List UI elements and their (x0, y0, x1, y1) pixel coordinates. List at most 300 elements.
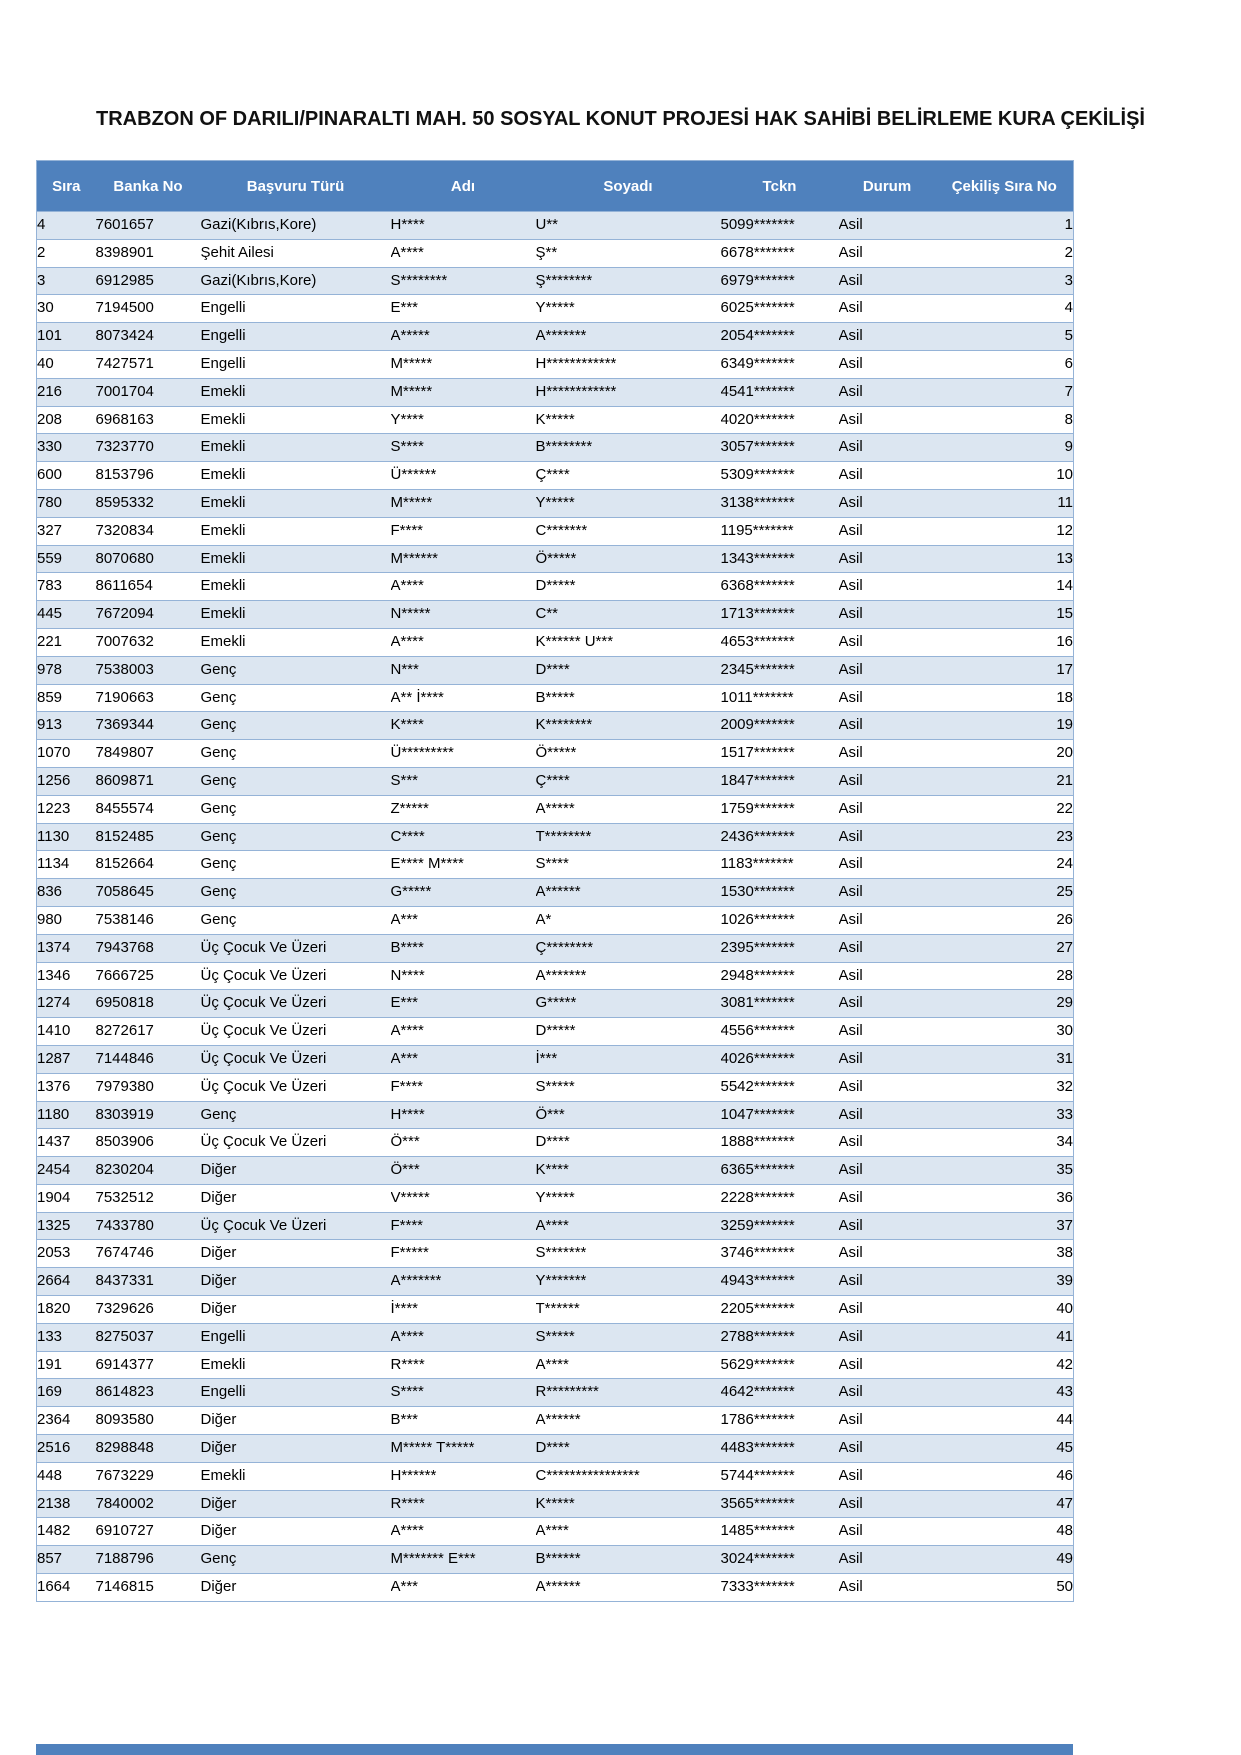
cell-cekilis-sira-no: 49 (936, 1546, 1074, 1574)
cell-banka-no: 7427571 (96, 350, 201, 378)
table-row (37, 1101, 1074, 1129)
cell-durum: Asil (839, 1073, 936, 1101)
cell-durum: Asil (839, 990, 936, 1018)
cell-basvuru-turu: Üç Çocuk Ve Üzeri (201, 1045, 391, 1073)
cell-sira: 1287 (37, 1045, 96, 1073)
cell-soyadi: K***** (536, 406, 721, 434)
cell-durum: Asil (839, 212, 936, 240)
cell-banka-no: 7674746 (96, 1240, 201, 1268)
cell-tckn: 4556******* (721, 1018, 839, 1046)
results-table-body (37, 212, 1074, 1602)
cell-sira: 1904 (37, 1184, 96, 1212)
header-row (37, 161, 1074, 212)
cell-durum: Asil (839, 378, 936, 406)
cell-cekilis-sira-no: 34 (936, 1129, 1074, 1157)
cell-tckn: 1047******* (721, 1101, 839, 1129)
cell-soyadi: S**** (536, 851, 721, 879)
cell-basvuru-turu: Genç (201, 823, 391, 851)
cell-tckn: 2054******* (721, 323, 839, 351)
cell-durum: Asil (839, 767, 936, 795)
cell-banka-no: 7538146 (96, 906, 201, 934)
cell-banka-no: 8595332 (96, 489, 201, 517)
cell-adi: S**** (391, 434, 536, 462)
cell-tckn: 1183******* (721, 851, 839, 879)
cell-durum: Asil (839, 545, 936, 573)
cell-adi: N**** (391, 962, 536, 990)
cell-basvuru-turu: Emekli (201, 545, 391, 573)
table-row (37, 378, 1074, 406)
cell-soyadi: R********* (536, 1379, 721, 1407)
cell-basvuru-turu: Genç (201, 906, 391, 934)
results-table (36, 160, 1074, 1602)
cell-cekilis-sira-no: 27 (936, 934, 1074, 962)
cell-soyadi: B******** (536, 434, 721, 462)
cell-sira: 208 (37, 406, 96, 434)
table-row (37, 740, 1074, 768)
cell-soyadi: U** (536, 212, 721, 240)
cell-durum: Asil (839, 1268, 936, 1296)
cell-cekilis-sira-no: 13 (936, 545, 1074, 573)
cell-cekilis-sira-no: 28 (936, 962, 1074, 990)
cell-adi: B*** (391, 1407, 536, 1435)
cell-durum: Asil (839, 1351, 936, 1379)
cell-basvuru-turu: Genç (201, 851, 391, 879)
cell-banka-no: 8503906 (96, 1129, 201, 1157)
cell-tckn: 4026******* (721, 1045, 839, 1073)
cell-durum: Asil (839, 628, 936, 656)
cell-tckn: 3024******* (721, 1546, 839, 1574)
table-row (37, 1351, 1074, 1379)
cell-cekilis-sira-no: 39 (936, 1268, 1074, 1296)
cell-cekilis-sira-no: 14 (936, 573, 1074, 601)
cell-durum: Asil (839, 712, 936, 740)
cell-cekilis-sira-no: 1 (936, 212, 1074, 240)
cell-sira: 978 (37, 656, 96, 684)
cell-tckn: 4653******* (721, 628, 839, 656)
cell-sira: 448 (37, 1462, 96, 1490)
cell-durum: Asil (839, 1240, 936, 1268)
cell-adi: A**** (391, 1018, 536, 1046)
cell-soyadi: Ç******** (536, 934, 721, 962)
cell-tckn: 1713******* (721, 601, 839, 629)
cell-banka-no: 7532512 (96, 1184, 201, 1212)
cell-basvuru-turu: Genç (201, 740, 391, 768)
cell-banka-no: 7672094 (96, 601, 201, 629)
cell-soyadi: Y***** (536, 489, 721, 517)
cell-adi: M***** (391, 378, 536, 406)
cell-cekilis-sira-no: 48 (936, 1518, 1074, 1546)
cell-cekilis-sira-no: 31 (936, 1045, 1074, 1073)
cell-soyadi: B***** (536, 684, 721, 712)
cell-adi: A**** (391, 573, 536, 601)
cell-cekilis-sira-no: 3 (936, 267, 1074, 295)
cell-sira: 783 (37, 573, 96, 601)
cell-soyadi: Ö***** (536, 545, 721, 573)
table-row (37, 323, 1074, 351)
cell-adi: İ**** (391, 1296, 536, 1324)
cell-soyadi: H************ (536, 378, 721, 406)
cell-adi: A*** (391, 1045, 536, 1073)
table-row (37, 1129, 1074, 1157)
cell-soyadi: K******** (536, 712, 721, 740)
cell-tckn: 1195******* (721, 517, 839, 545)
cell-adi: A*** (391, 906, 536, 934)
table-row (37, 462, 1074, 490)
cell-basvuru-turu: Genç (201, 1546, 391, 1574)
cell-cekilis-sira-no: 43 (936, 1379, 1074, 1407)
cell-banka-no: 7979380 (96, 1073, 201, 1101)
cell-tckn: 1847******* (721, 767, 839, 795)
cell-sira: 2138 (37, 1490, 96, 1518)
table-row (37, 712, 1074, 740)
cell-adi: C**** (391, 823, 536, 851)
cell-basvuru-turu: Diğer (201, 1240, 391, 1268)
table-row (37, 573, 1074, 601)
cell-durum: Asil (839, 434, 936, 462)
cell-tckn: 1888******* (721, 1129, 839, 1157)
cell-sira: 40 (37, 350, 96, 378)
cell-tckn: 4020******* (721, 406, 839, 434)
cell-cekilis-sira-no: 2 (936, 239, 1074, 267)
cell-tckn: 3565******* (721, 1490, 839, 1518)
cell-adi: H**** (391, 212, 536, 240)
cell-soyadi: G***** (536, 990, 721, 1018)
next-page-table-header-strip (36, 1744, 1073, 1755)
cell-tckn: 6349******* (721, 350, 839, 378)
cell-soyadi: H************ (536, 350, 721, 378)
cell-tckn: 3259******* (721, 1212, 839, 1240)
table-row (37, 212, 1074, 240)
cell-sira: 2364 (37, 1407, 96, 1435)
cell-durum: Asil (839, 517, 936, 545)
cell-sira: 1410 (37, 1018, 96, 1046)
cell-basvuru-turu: Diğer (201, 1435, 391, 1463)
cell-cekilis-sira-no: 11 (936, 489, 1074, 517)
cell-cekilis-sira-no: 21 (936, 767, 1074, 795)
cell-sira: 913 (37, 712, 96, 740)
cell-durum: Asil (839, 267, 936, 295)
cell-basvuru-turu: Üç Çocuk Ve Üzeri (201, 1018, 391, 1046)
cell-basvuru-turu: Emekli (201, 434, 391, 462)
cell-banka-no: 8455574 (96, 795, 201, 823)
cell-cekilis-sira-no: 38 (936, 1240, 1074, 1268)
cell-soyadi: D**** (536, 1435, 721, 1463)
table-header (37, 161, 1074, 212)
table-row (37, 656, 1074, 684)
cell-banka-no: 7058645 (96, 879, 201, 907)
cell-adi: V***** (391, 1184, 536, 1212)
cell-soyadi: C******* (536, 517, 721, 545)
cell-cekilis-sira-no: 7 (936, 378, 1074, 406)
table-row (37, 1435, 1074, 1463)
cell-adi: Ö*** (391, 1129, 536, 1157)
table-row (37, 1157, 1074, 1185)
cell-soyadi: K**** (536, 1157, 721, 1185)
cell-soyadi: A****** (536, 1407, 721, 1435)
cell-tckn: 1343******* (721, 545, 839, 573)
cell-durum: Asil (839, 1490, 936, 1518)
cell-basvuru-turu: Diğer (201, 1407, 391, 1435)
cell-cekilis-sira-no: 16 (936, 628, 1074, 656)
cell-banka-no: 7369344 (96, 712, 201, 740)
cell-soyadi: A**** (536, 1351, 721, 1379)
cell-soyadi: B****** (536, 1546, 721, 1574)
cell-basvuru-turu: Genç (201, 684, 391, 712)
cell-tckn: 2228******* (721, 1184, 839, 1212)
cell-soyadi: A* (536, 906, 721, 934)
cell-tckn: 2205******* (721, 1296, 839, 1324)
col-header-soyadi: Soyadı (536, 161, 721, 212)
cell-adi: M***** T***** (391, 1435, 536, 1463)
table-row (37, 601, 1074, 629)
cell-sira: 1274 (37, 990, 96, 1018)
table-row (37, 1490, 1074, 1518)
cell-durum: Asil (839, 1296, 936, 1324)
cell-adi: Ü****** (391, 462, 536, 490)
cell-banka-no: 7601657 (96, 212, 201, 240)
cell-tckn: 4483******* (721, 1435, 839, 1463)
cell-cekilis-sira-no: 45 (936, 1435, 1074, 1463)
cell-basvuru-turu: Emekli (201, 517, 391, 545)
cell-sira: 780 (37, 489, 96, 517)
cell-durum: Asil (839, 1462, 936, 1490)
cell-basvuru-turu: Üç Çocuk Ve Üzeri (201, 1212, 391, 1240)
table-row (37, 517, 1074, 545)
cell-banka-no: 8303919 (96, 1101, 201, 1129)
cell-sira: 1346 (37, 962, 96, 990)
cell-durum: Asil (839, 462, 936, 490)
cell-banka-no: 8070680 (96, 545, 201, 573)
cell-tckn: 4943******* (721, 1268, 839, 1296)
cell-basvuru-turu: Emekli (201, 1462, 391, 1490)
cell-sira: 836 (37, 879, 96, 907)
cell-cekilis-sira-no: 24 (936, 851, 1074, 879)
cell-tckn: 5629******* (721, 1351, 839, 1379)
cell-sira: 1130 (37, 823, 96, 851)
cell-soyadi: Ş******** (536, 267, 721, 295)
cell-banka-no: 8398901 (96, 239, 201, 267)
cell-soyadi: Ö***** (536, 740, 721, 768)
cell-durum: Asil (839, 406, 936, 434)
cell-adi: A***** (391, 323, 536, 351)
cell-banka-no: 7943768 (96, 934, 201, 962)
cell-durum: Asil (839, 295, 936, 323)
table-row (37, 239, 1074, 267)
cell-banka-no: 7001704 (96, 378, 201, 406)
cell-durum: Asil (839, 906, 936, 934)
cell-adi: A** İ**** (391, 684, 536, 712)
cell-banka-no: 8153796 (96, 462, 201, 490)
cell-soyadi: D**** (536, 656, 721, 684)
cell-sira: 1256 (37, 767, 96, 795)
cell-soyadi: İ*** (536, 1045, 721, 1073)
cell-basvuru-turu: Şehit Ailesi (201, 239, 391, 267)
cell-soyadi: T******** (536, 823, 721, 851)
cell-durum: Asil (839, 795, 936, 823)
cell-banka-no: 8230204 (96, 1157, 201, 1185)
col-header-sira: Sıra (37, 161, 96, 212)
cell-durum: Asil (839, 962, 936, 990)
cell-tckn: 1530******* (721, 879, 839, 907)
cell-durum: Asil (839, 1379, 936, 1407)
cell-tckn: 5099******* (721, 212, 839, 240)
cell-sira: 191 (37, 1351, 96, 1379)
cell-soyadi: A***** (536, 795, 721, 823)
cell-basvuru-turu: Engelli (201, 323, 391, 351)
cell-sira: 330 (37, 434, 96, 462)
cell-cekilis-sira-no: 19 (936, 712, 1074, 740)
cell-cekilis-sira-no: 4 (936, 295, 1074, 323)
cell-adi: G***** (391, 879, 536, 907)
cell-cekilis-sira-no: 46 (936, 1462, 1074, 1490)
cell-durum: Asil (839, 1129, 936, 1157)
cell-durum: Asil (839, 350, 936, 378)
cell-adi: A**** (391, 628, 536, 656)
cell-basvuru-turu: Üç Çocuk Ve Üzeri (201, 1073, 391, 1101)
cell-cekilis-sira-no: 44 (936, 1407, 1074, 1435)
cell-adi: A*** (391, 1574, 536, 1602)
cell-adi: F**** (391, 1073, 536, 1101)
cell-basvuru-turu: Üç Çocuk Ve Üzeri (201, 962, 391, 990)
cell-cekilis-sira-no: 40 (936, 1296, 1074, 1324)
cell-tckn: 3746******* (721, 1240, 839, 1268)
cell-banka-no: 7190663 (96, 684, 201, 712)
cell-adi: N***** (391, 601, 536, 629)
cell-cekilis-sira-no: 23 (936, 823, 1074, 851)
cell-basvuru-turu: Diğer (201, 1157, 391, 1185)
cell-basvuru-turu: Üç Çocuk Ve Üzeri (201, 1129, 391, 1157)
cell-cekilis-sira-no: 15 (936, 601, 1074, 629)
cell-tckn: 6678******* (721, 239, 839, 267)
cell-banka-no: 8298848 (96, 1435, 201, 1463)
cell-durum: Asil (839, 1184, 936, 1212)
table-row (37, 628, 1074, 656)
table-row (37, 1212, 1074, 1240)
cell-banka-no: 7323770 (96, 434, 201, 462)
cell-basvuru-turu: Diğer (201, 1296, 391, 1324)
cell-sira: 327 (37, 517, 96, 545)
table-row (37, 1268, 1074, 1296)
cell-banka-no: 8609871 (96, 767, 201, 795)
cell-durum: Asil (839, 1212, 936, 1240)
cell-soyadi: A**** (536, 1518, 721, 1546)
cell-adi: H****** (391, 1462, 536, 1490)
cell-sira: 133 (37, 1323, 96, 1351)
table-row (37, 767, 1074, 795)
cell-durum: Asil (839, 1435, 936, 1463)
cell-durum: Asil (839, 684, 936, 712)
cell-durum: Asil (839, 489, 936, 517)
cell-sira: 3 (37, 267, 96, 295)
cell-tckn: 6365******* (721, 1157, 839, 1185)
col-header-basvuru-turu: Başvuru Türü (201, 161, 391, 212)
results-table-container (36, 160, 1073, 1602)
table-row (37, 1296, 1074, 1324)
cell-adi: Ö*** (391, 1157, 536, 1185)
cell-banka-no: 8437331 (96, 1268, 201, 1296)
cell-banka-no: 7320834 (96, 517, 201, 545)
cell-cekilis-sira-no: 6 (936, 350, 1074, 378)
cell-durum: Asil (839, 1407, 936, 1435)
cell-sira: 1482 (37, 1518, 96, 1546)
cell-soyadi: A******* (536, 962, 721, 990)
cell-durum: Asil (839, 740, 936, 768)
cell-basvuru-turu: Emekli (201, 378, 391, 406)
table-row (37, 1462, 1074, 1490)
cell-sira: 600 (37, 462, 96, 490)
cell-banka-no: 7666725 (96, 962, 201, 990)
cell-durum: Asil (839, 1518, 936, 1546)
cell-adi: F**** (391, 1212, 536, 1240)
cell-basvuru-turu: Diğer (201, 1490, 391, 1518)
cell-durum: Asil (839, 851, 936, 879)
cell-banka-no: 6910727 (96, 1518, 201, 1546)
cell-adi: S**** (391, 1379, 536, 1407)
cell-adi: M****** (391, 545, 536, 573)
cell-sira: 169 (37, 1379, 96, 1407)
cell-tckn: 1011******* (721, 684, 839, 712)
cell-adi: R**** (391, 1351, 536, 1379)
cell-basvuru-turu: Engelli (201, 1379, 391, 1407)
cell-tckn: 3057******* (721, 434, 839, 462)
cell-cekilis-sira-no: 42 (936, 1351, 1074, 1379)
cell-basvuru-turu: Gazi(Kıbrıs,Kore) (201, 267, 391, 295)
cell-soyadi: K****** U*** (536, 628, 721, 656)
cell-durum: Asil (839, 323, 936, 351)
cell-basvuru-turu: Diğer (201, 1574, 391, 1602)
table-row (37, 851, 1074, 879)
cell-sira: 1664 (37, 1574, 96, 1602)
cell-banka-no: 8275037 (96, 1323, 201, 1351)
cell-sira: 2 (37, 239, 96, 267)
cell-sira: 2454 (37, 1157, 96, 1185)
cell-soyadi: Ç**** (536, 462, 721, 490)
cell-adi: A**** (391, 1518, 536, 1546)
cell-banka-no: 8152664 (96, 851, 201, 879)
cell-tckn: 2395******* (721, 934, 839, 962)
cell-cekilis-sira-no: 25 (936, 879, 1074, 907)
cell-sira: 445 (37, 601, 96, 629)
cell-basvuru-turu: Emekli (201, 628, 391, 656)
cell-adi: R**** (391, 1490, 536, 1518)
page-title: TRABZON OF DARILI/PINARALTI MAH. 50 SOSYAL KONUT PROJESİ HAK SAHİBİ BELİRLEME KURA ÇEKİLİŞİ (96, 108, 1145, 130)
cell-cekilis-sira-no: 5 (936, 323, 1074, 351)
cell-banka-no: 7194500 (96, 295, 201, 323)
cell-basvuru-turu: Emekli (201, 1351, 391, 1379)
cell-cekilis-sira-no: 41 (936, 1323, 1074, 1351)
cell-soyadi: A**** (536, 1212, 721, 1240)
cell-sira: 2516 (37, 1435, 96, 1463)
cell-adi: H**** (391, 1101, 536, 1129)
cell-basvuru-turu: Diğer (201, 1518, 391, 1546)
table-row (37, 879, 1074, 907)
cell-tckn: 4541******* (721, 378, 839, 406)
cell-cekilis-sira-no: 47 (936, 1490, 1074, 1518)
cell-tckn: 5744******* (721, 1462, 839, 1490)
cell-sira: 1180 (37, 1101, 96, 1129)
cell-basvuru-turu: Engelli (201, 1323, 391, 1351)
col-header-cekilis-sira-no: Çekiliş Sıra No (936, 161, 1074, 212)
cell-sira: 30 (37, 295, 96, 323)
cell-basvuru-turu: Emekli (201, 489, 391, 517)
table-row (37, 823, 1074, 851)
cell-soyadi: T****** (536, 1296, 721, 1324)
cell-basvuru-turu: Genç (201, 879, 391, 907)
cell-tckn: 1485******* (721, 1518, 839, 1546)
cell-tckn: 2436******* (721, 823, 839, 851)
table-row (37, 1184, 1074, 1212)
cell-banka-no: 7433780 (96, 1212, 201, 1240)
